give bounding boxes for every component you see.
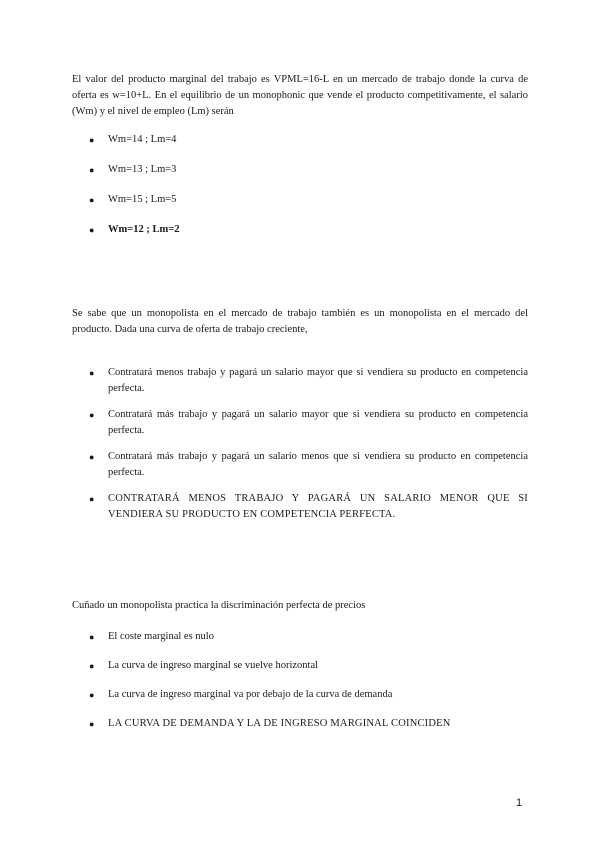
question-1-option-d-correct xyxy=(72,222,528,238)
bullet-icon: ● xyxy=(89,632,95,642)
option-text: La curva de ingreso marginal se vuelve horizontal xyxy=(108,660,319,671)
option-text: Wm=15 ; Lm=5 xyxy=(108,194,177,205)
bullet-icon: ● xyxy=(89,225,95,235)
question-2-options xyxy=(72,365,528,523)
option-text: La curva de ingreso marginal va por debajo de la curva de demanda xyxy=(108,689,393,700)
bullet-icon: ● xyxy=(89,661,95,671)
question-3-option-b xyxy=(72,658,528,674)
question-1-text: El valor del producto marginal del trabajo es VPML=16-L en un mercado de trabajo donde la curva de oferta es w=10+L. En el equilibrio de un monophonic que vende el producto competitivamente, el salario (Wm) y el nivel de empleo (Lm) serán xyxy=(72,74,528,117)
option-text: Contratará menos trabajo y pagará un salario mayor que si vendiera su producto en competencia perfecta. xyxy=(108,367,528,394)
question-2-option-b xyxy=(72,407,528,439)
question-1-option-c xyxy=(72,192,528,208)
option-text: CONTRATARÁ MENOS TRABAJO Y PAGARÁ UN SALARIO MENOR QUE SI VENDIERA SU PRODUCTO EN COMPETENCIA PERFECTA. xyxy=(108,493,528,520)
question-2-option-c xyxy=(72,449,528,481)
bullet-icon: ● xyxy=(89,165,95,175)
question-1-options xyxy=(72,132,528,238)
question-3-text: Cuñado un monopolista practica la discriminación perfecta de precios xyxy=(72,600,366,611)
option-text: Contratará más trabajo y pagará un salario mayor que si vendiera su producto en competencia perfecta. xyxy=(108,409,528,436)
question-3-option-a xyxy=(72,629,528,645)
bullet-icon: ● xyxy=(89,452,95,462)
page-number: 1 xyxy=(516,797,523,809)
question-2-text: Se sabe que un monopolista en el mercado de trabajo también es un monopolista en el mercado del producto. Dada una curva de oferta de trabajo creciente, xyxy=(72,308,528,335)
question-3-option-c xyxy=(72,687,528,703)
option-text: El coste marginal es nulo xyxy=(108,631,214,642)
bullet-icon: ● xyxy=(89,195,95,205)
question-1-option-b xyxy=(72,162,528,178)
bullet-icon: ● xyxy=(89,135,95,145)
question-3-option-d-correct xyxy=(72,716,528,732)
bullet-icon: ● xyxy=(89,690,95,700)
option-text: Wm=14 ; Lm=4 xyxy=(108,134,177,145)
option-text: Contratará más trabajo y pagará un salario menos que si vendiera su producto en competencia perfecta. xyxy=(108,451,528,478)
option-text: Wm=13 ; Lm=3 xyxy=(108,164,177,175)
question-2-option-d-correct xyxy=(72,491,528,523)
option-text: Wm=12 ; Lm=2 xyxy=(108,224,180,235)
option-text: LA CURVA DE DEMANDA Y LA DE INGRESO MARGINAL COINCIDEN xyxy=(108,718,451,729)
bullet-icon: ● xyxy=(89,494,95,504)
question-1-option-a xyxy=(72,132,528,148)
question-3-options xyxy=(72,629,528,732)
bullet-icon: ● xyxy=(89,410,95,420)
bullet-icon: ● xyxy=(89,368,95,378)
bullet-icon: ● xyxy=(89,719,95,729)
question-2-option-a xyxy=(72,365,528,397)
